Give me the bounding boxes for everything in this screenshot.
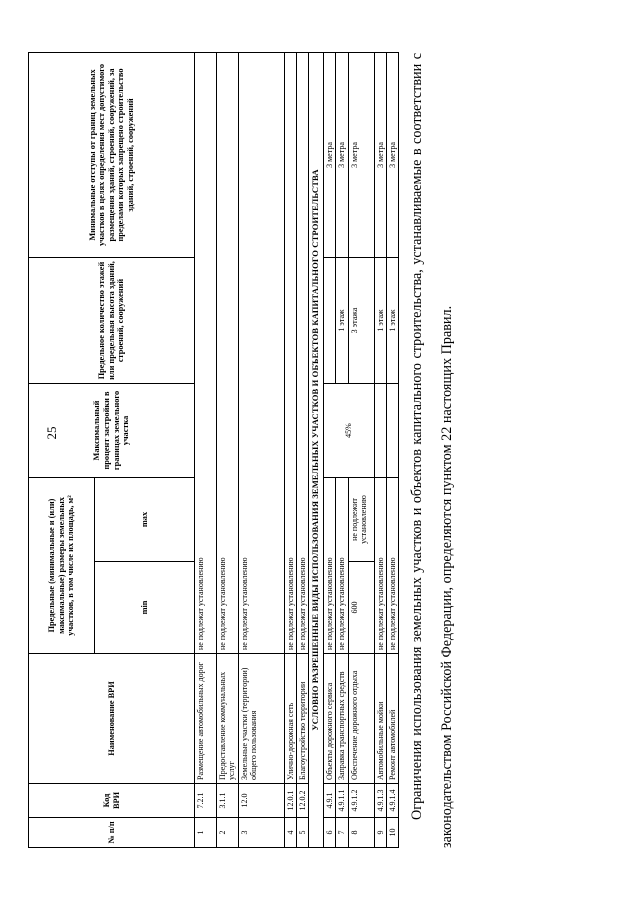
row-setback: 3 метра [386,53,398,258]
header-size-group: Предельные (минимальные и (или) максимальные) размеры земельных участков, в том числе их площадь, м² [29,478,95,654]
header-num: № п/п [29,818,195,848]
row-num: 4 [285,818,297,848]
row-floors [324,258,336,384]
row-name: Заправка транспортных средств [336,654,348,784]
row-min: не подлежат установлению [386,478,398,654]
row-num: 2 [217,818,239,848]
row-min: не подлежат установлению [324,478,336,654]
row-num: 9 [374,818,386,848]
row-code: 12.0.2 [297,784,309,818]
row-name: Предоставление коммунальных услуг [217,654,239,784]
row-setback: 3 метра [348,53,374,258]
row-code: 12.0.1 [285,784,297,818]
row-setback: 3 метра [374,53,386,258]
header-name: Наименование ВРИ [29,654,195,784]
row-num: 3 [239,818,285,848]
row-min: не подлежат установлению [285,53,297,654]
header-max: max [95,478,195,562]
row-min: не подлежат установлению [195,53,217,654]
row-min: не подлежат установлению [297,53,309,654]
table-row [195,53,217,848]
row-code: 4.9.1.2 [348,784,374,818]
row-max-pct: 45% [324,384,374,478]
header-min: min [95,562,195,654]
header-floors: Предельное количество этажей или предельная высота зданий, строений, сооружений [29,258,195,384]
zoning-table-sheet [28,53,438,848]
table-row [374,53,386,848]
row-code: 4.9.1 [324,784,336,818]
table-row [285,53,297,848]
footer-note [402,53,470,848]
table-row [324,53,336,848]
row-code: 12.0 [239,784,285,818]
row-floors: 1 этаж [386,258,398,384]
row-floors: 1 этаж [374,258,386,384]
row-name: Ремонт автомобилей [386,654,398,784]
row-setback: 3 метра [336,53,348,258]
row-min: не подлежат установлению [336,478,348,654]
row-max-pct-empty [386,384,398,478]
row-max-pct-empty [374,384,386,478]
row-num: 8 [348,818,374,848]
row-name: Обеспечение дорожного отдыха [348,654,374,784]
header-code: Код ВРИ [29,784,195,818]
row-setback: 3 метра [324,53,336,258]
footer-paragraph: Ограничения использования земельных участков и объектов капитального строительства, устанавливаемые в соответствии с законодательством Российской Федерации, определяются пунктом 22 настоящих Правил. [409,53,455,848]
row-code: 4.9.1.1 [336,784,348,818]
row-name: Улично-дорожная сеть [285,654,297,784]
row-num: 10 [386,818,398,848]
row-max: не подлежит установлению [348,478,374,562]
row-name: Благоустройство территории [297,654,309,784]
table-row [297,53,309,848]
row-name: Автомобильные мойки [374,654,386,784]
row-num: 1 [195,818,217,848]
header-setbacks: Минимальные отступы от границ земельных участков в целях определения мест допустимого размещения зданий, строений, сооружений, за пределами которых запрещено строительство зданий, строений, сооружений [29,53,195,258]
row-code: 4.9.1.4 [386,784,398,818]
row-num: 5 [297,818,309,848]
section-title: УСЛОВНО РАЗРЕШЕННЫЕ ВИДЫ ИСПОЛЬЗОВАНИЯ ЗЕМЕЛЬНЫХ УЧАСТКОВ И ОБЪЕКТОВ КАПИТАЛЬНОГО СТРОИТЕЛЬСТВА [309,53,324,848]
row-code: 3.1.1 [217,784,239,818]
row-min: не подлежат установлению [374,478,386,654]
section-row [309,53,324,848]
row-floors: 1 этаж [336,258,348,384]
row-code: 7.2.1 [195,784,217,818]
row-min: не подлежат установлению [239,53,285,654]
row-num: 7 [336,818,348,848]
row-min: 600 [348,562,374,654]
zoning-regulations-table [28,52,399,848]
table-row [386,53,398,848]
row-code: 4.9.1.3 [374,784,386,818]
page-number: 25 [44,426,59,440]
table-row [239,53,285,848]
table-row [217,53,239,848]
row-floors: 3 этажа [348,258,374,384]
row-name: Объекты дорожного сервиса [324,654,336,784]
row-name: Размещение автомобильных дорог [195,654,217,784]
row-name: Земельные участки (территории) общего пользования [239,654,285,784]
row-num: 6 [324,818,336,848]
header-max-pct: Максимальный процент застройки в границах земельного участка [29,384,195,478]
row-min: не подлежат установлению [217,53,239,654]
